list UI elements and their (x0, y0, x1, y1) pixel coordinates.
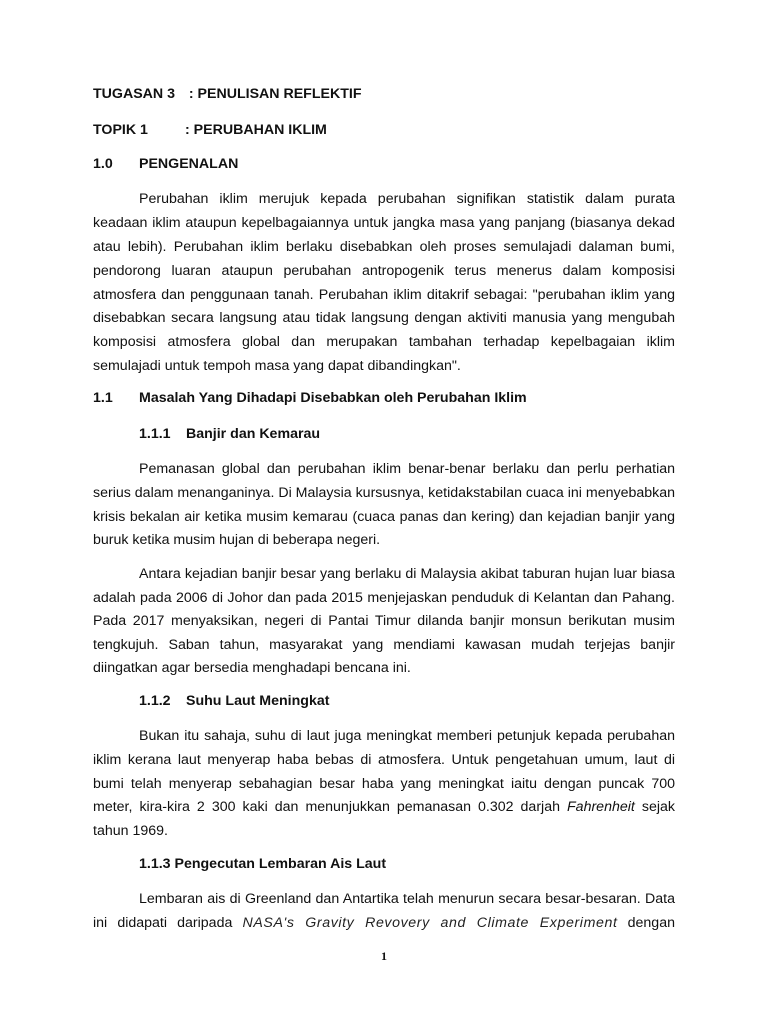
assignment-heading (93, 87, 362, 101)
suhu-line: iklim kerana laut menyerap haba bebas di atmosfera. Untuk pengetahuan umum, laut di (93, 752, 675, 768)
section-title: Banjir dan Kemarau (186, 426, 321, 442)
section-1-0-heading (93, 157, 238, 171)
banjir-line: adalah pada 2006 di Johor dan pada 2015 menjejaskan penduduk di Kelantan dan Pahang. (93, 590, 675, 606)
intro-line: komposisi atmosfera global dan merupakan tambahan terhadap kepelbagaian iklim (93, 334, 675, 350)
section-1-1-1-heading (139, 427, 320, 441)
intro-line: atmosfera dan penggunaan tanah. Perubahan iklim ditakrif sebagai: "perubahan iklim yang (93, 287, 675, 303)
section-number: 1.1 (93, 390, 113, 406)
intro-line: pendorong luaran ataupun perubahan antropogenik terus menerus dalam komposisi (93, 263, 675, 279)
banjir-line: serius dalam menanganinya. Di Malaysia kursusnya, ketidakstabilan cuaca ini menyebabkan (93, 485, 675, 501)
intro-line: atau lebih). Perubahan iklim berlaku disebabkan oleh proses semulajadi dalaman bumi, (93, 239, 675, 255)
fahrenheit-term: Fahrenheit (567, 799, 635, 815)
banjir-line: tengkujuh. Saban tahun, masyarakat yang mendiami kawasan mudah terjejas banjir (93, 637, 675, 653)
section-number: 1.1.1 (139, 426, 171, 442)
assignment-label: TUGASAN 3 (93, 86, 175, 102)
suhu-line (93, 800, 675, 814)
section-number: 1.0 (93, 156, 113, 172)
topic-heading (93, 123, 327, 137)
intro-line: semulajadi untuk tempoh masa yang dapat dibandingkan". (93, 358, 461, 374)
banjir-line: Pada 2017 menyaksikan, negeri di Pantai Timur dilanda banjir monsun berikutan musim (93, 613, 675, 629)
section-number: 1.1.2 (139, 693, 171, 709)
section-1-1-3-heading: 1.1.3 Pengecutan Lembaran Ais Laut (139, 856, 387, 872)
topic-title: : PERUBAHAN IKLIM (185, 122, 327, 138)
suhu-line-text: sejak (641, 799, 675, 815)
section-title: Masalah Yang Dihadapi Disebabkan oleh Perubahan Iklim (139, 390, 527, 406)
banjir-line: Pemanasan global dan perubahan iklim benar-benar berlaku dan perlu perhatian (139, 461, 675, 477)
ais-line-text: dengan (627, 915, 675, 931)
suhu-line: bumi telah menyerap sebahagian besar haba yang meningkat iaitu dengan puncak 700 (93, 776, 675, 792)
intro-line: Perubahan iklim merujuk kepada perubahan signifikan statistik dalam purata (139, 191, 675, 207)
topic-label: TOPIK 1 (93, 122, 148, 138)
ais-line (93, 916, 675, 930)
banjir-line: buruk ketika musim hujan di beberapa negeri. (93, 532, 381, 548)
ais-line-text: ini didapati daripada (93, 915, 233, 931)
banjir-line: Antara kejadian banjir besar yang berlaku di Malaysia akibat taburan hujan luar biasa (139, 566, 675, 582)
section-1-1-2-heading (139, 694, 329, 708)
assignment-title: : PENULISAN REFLEKTIF (188, 86, 362, 102)
suhu-line: Bukan itu sahaja, suhu di laut juga meningkat memberi petunjuk kepada perubahan (139, 728, 675, 744)
intro-line: disebabkan secara langsung atau tidak langsung dengan aktiviti manusia yang mengubah (93, 310, 675, 326)
suhu-line: tahun 1969. (93, 823, 168, 839)
section-title: Suhu Laut Meningkat (186, 693, 330, 709)
section-1-1-heading (93, 391, 527, 405)
section-title: PENGENALAN (139, 156, 239, 172)
nasa-grace-term: NASA's Gravity Revovery and Climate Experiment (242, 915, 618, 931)
banjir-line: diingatkan agar bersedia menghadapi bencana ini. (93, 660, 411, 676)
page-number: 1 (381, 949, 387, 963)
intro-line: keadaan iklim ataupun kepelbagaiannya untuk jangka masa yang panjang (biasanya dekad (93, 215, 675, 231)
suhu-line-text: meter, kira-kira 2 300 kaki dan menunjukkan pemanasan 0.302 darjah (93, 799, 560, 815)
banjir-line: krisis bekalan air ketika musim kemarau (cuaca panas dan kering) dan kejadian banjir yang (93, 509, 675, 525)
ais-line: Lembaran ais di Greenland dan Antartika telah menurun secara besar-besaran. Data (139, 891, 675, 907)
